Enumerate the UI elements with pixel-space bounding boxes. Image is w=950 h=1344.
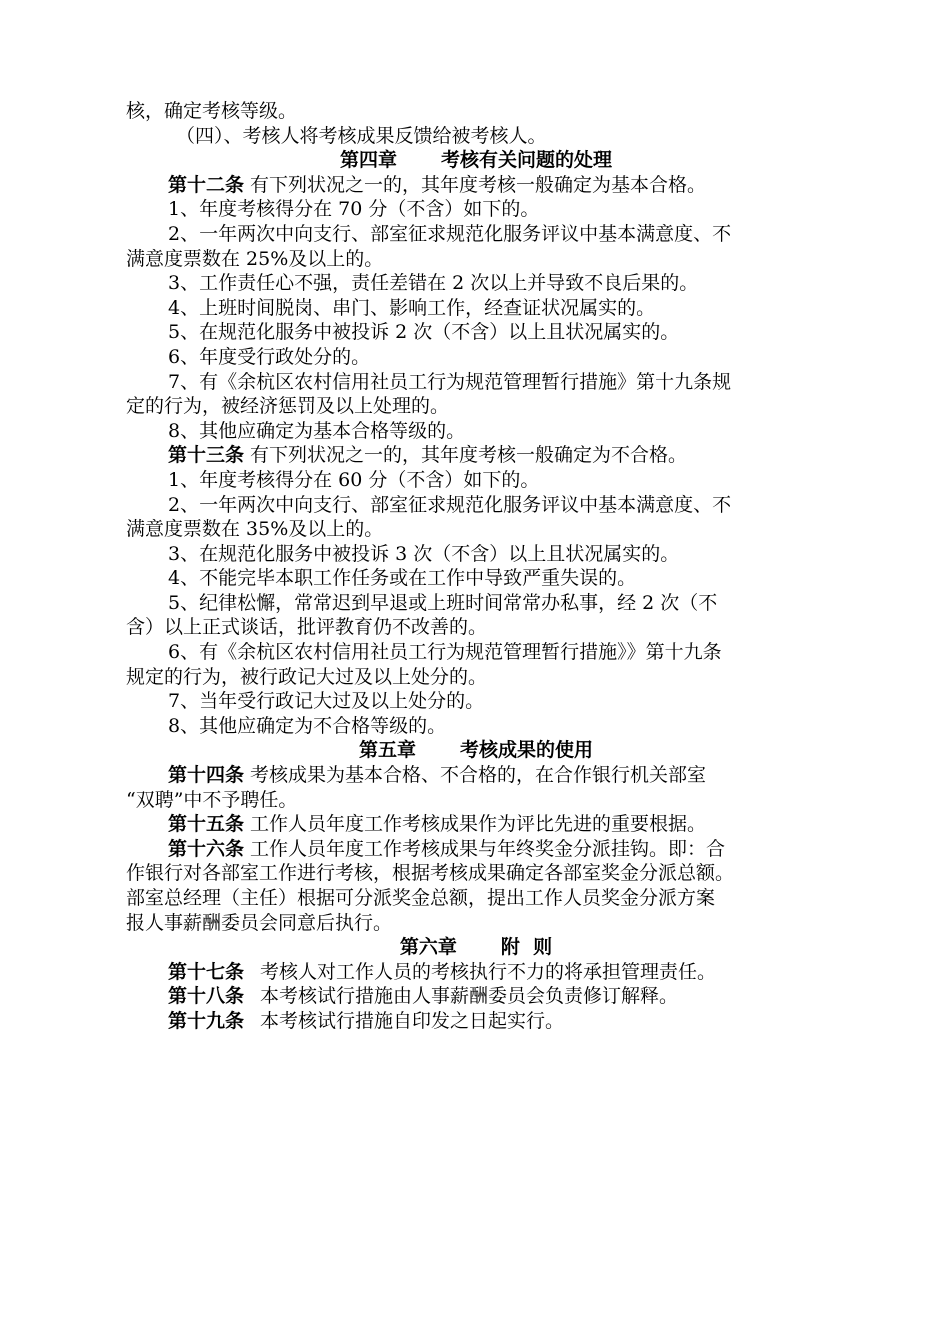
body-text-line: 7、有《余杭区农村信用社员工行为规范管理暂行措施》第十九条规 xyxy=(168,370,732,393)
article-line xyxy=(126,173,826,198)
article-text: 有下列状况之一的，其年度考核一般确定为基本合格。 xyxy=(250,173,707,196)
body-text-line: 规定的行为，被行政记大过及以上处分的。 xyxy=(126,665,488,688)
body-text-line: 核，确定考核等级。 xyxy=(126,100,298,122)
body-text-line: 4、不能完毕本职工作任务或在工作中导致严重失误的。 xyxy=(168,567,637,590)
body-text-line: 6、年度受行政处分的。 xyxy=(168,345,371,368)
article-label: 第十三条 xyxy=(168,444,245,467)
body-text-line: 作银行对各部室工作进行考核，根据考核成果确定各部室奖金分派总额。 xyxy=(126,862,735,885)
chapter-heading xyxy=(126,935,826,960)
chapter-number: 第四章 xyxy=(339,149,397,172)
body-text-line: 1、年度考核得分在 70 分（不含）如下的。 xyxy=(168,198,540,221)
body-text-line: 2、一年两次中向支行、部室征求规范化服务评议中基本满意度、不 xyxy=(168,493,732,516)
chapter-title: 考核有关问题的处理 xyxy=(441,149,613,172)
body-text-line: 满意度票数在 25%及以上的。 xyxy=(126,247,384,270)
body-text-line: 6、有《余杭区农村信用社员工行为规范管理暂行措施》》第十九条 xyxy=(168,641,722,664)
article-label: 第十八条 xyxy=(168,985,245,1008)
chapter-number: 第五章 xyxy=(358,739,416,762)
body-text-line: 定的行为，被经济惩罚及以上处理的。 xyxy=(126,395,450,418)
body-text-line: （四）、考核人将考核成果反馈给被考核人。 xyxy=(176,124,547,147)
body-text-line: 8、其他应确定为基本合格等级的。 xyxy=(168,419,466,442)
article-line xyxy=(126,837,826,862)
document-body xyxy=(126,99,826,1034)
article-text: 工作人员年度工作考核成果与年终奖金分派挂钩。即：合 xyxy=(250,837,726,860)
chapter-heading xyxy=(126,738,826,763)
chapter-title: 考核成果的使用 xyxy=(460,739,594,762)
article-line xyxy=(126,763,826,788)
article-line xyxy=(126,443,826,468)
article-line xyxy=(126,1009,826,1034)
body-text-line: 部室总经理（主任）根据可分派奖金总额，提出工作人员奖金分派方案 xyxy=(126,887,716,909)
body-text-line: 满意度票数在 35%及以上的。 xyxy=(126,518,384,541)
body-text-line: 含）以上正式谈话，批评教育仍不改善的。 xyxy=(126,616,488,639)
article-label: 第十七条 xyxy=(168,960,245,983)
article-line xyxy=(126,984,826,1009)
body-text-line: 报人事薪酬委员会同意后执行。 xyxy=(126,911,393,934)
body-text-line: 2、一年两次中向支行、部室征求规范化服务评议中基本满意度、不 xyxy=(168,222,732,245)
article-text: 有下列状况之一的，其年度考核一般确定为不合格。 xyxy=(250,444,688,467)
article-label: 第十九条 xyxy=(168,1009,245,1032)
body-text-line: 3、在规范化服务中被投诉 3 次（不含）以上且状况属实的。 xyxy=(168,542,680,565)
article-line xyxy=(126,960,826,985)
article-label: 第十五条 xyxy=(168,813,245,836)
chapter-number: 第六章 xyxy=(399,936,457,959)
body-text-line: 7、当年受行政记大过及以上处分的。 xyxy=(168,690,485,713)
article-text: 本考核试行措施自印发之日起实行。 xyxy=(260,1009,565,1032)
chapter-heading xyxy=(126,148,826,173)
body-text-line: 5、在规范化服务中被投诉 2 次（不含）以上且状况属实的。 xyxy=(168,321,680,344)
article-label: 第十六条 xyxy=(168,837,245,860)
body-text-line: 5、纪律松懈，常常迟到早退或上班时间常常办私事，经 2 次（不 xyxy=(168,591,718,614)
body-text-line: “双聘”中不予聘任。 xyxy=(126,788,298,811)
body-text-line: 8、其他应确定为不合格等级的。 xyxy=(168,714,447,737)
article-text: 工作人员年度工作考核成果作为评比先进的重要根据。 xyxy=(250,813,707,836)
body-text-line: 1、年度考核得分在 60 分（不含）如下的。 xyxy=(168,468,540,491)
body-text-line: 3、工作责任心不强，责任差错在 2 次以上并导致不良后果的。 xyxy=(168,272,699,295)
article-text: 考核人对工作人员的考核执行不力的将承担管理责任。 xyxy=(260,960,717,983)
article-label: 第十二条 xyxy=(168,173,245,196)
article-line xyxy=(126,812,826,837)
chapter-title: 附 则 xyxy=(500,936,553,959)
article-label: 第十四条 xyxy=(168,764,245,787)
body-text-line: 4、上班时间脱岗、串门、影响工作，经查证状况属实的。 xyxy=(168,296,656,319)
article-text: 考核成果为基本合格、不合格的，在合作银行机关部室 xyxy=(250,764,707,787)
article-text: 本考核试行措施由人事薪酬委员会负责修订解释。 xyxy=(260,985,679,1008)
